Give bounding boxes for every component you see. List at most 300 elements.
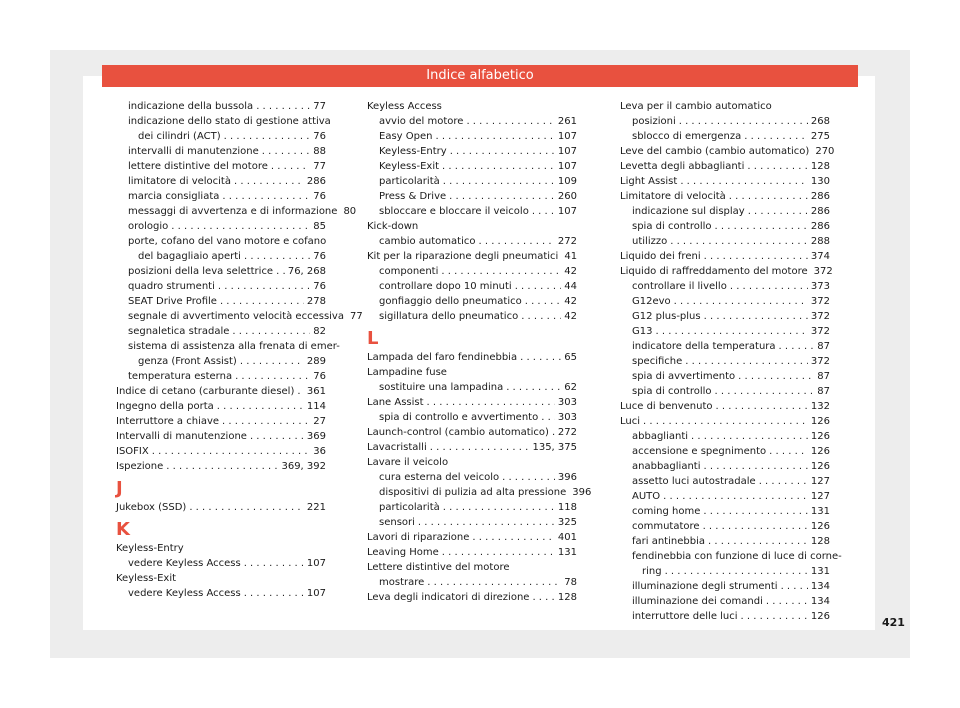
dot-leader [715,219,808,234]
entry-term: Leva degli indicatori di direzione [367,592,530,603]
dot-leader [541,410,555,425]
dot-leader [552,425,555,440]
entry-term: dispositivi di pulizia ad alta pressione [379,487,567,498]
page-title: Indice alfabetico [102,65,858,87]
index-entry [620,444,830,459]
dot-leader [747,159,808,174]
entry-page-ref[interactable]: 372 [810,296,830,307]
index-entry [620,159,830,174]
dot-leader [240,354,304,369]
entry-term: indicazione della bussola [128,101,254,112]
entry-term: marcia consigliata [128,191,220,202]
dot-leader [704,309,808,324]
entry-page-ref[interactable]: 76 [313,371,326,382]
dot-leader [276,264,285,279]
index-entry [116,159,326,174]
entry-page-ref[interactable]: 76, 268 [287,266,326,277]
entry-page-ref[interactable]: 303 [557,412,577,423]
entry-term: G12evo [632,296,671,307]
dot-leader [217,399,304,414]
entry-page-ref[interactable]: 128 [810,536,830,547]
index-entry [367,204,577,219]
index-entry [367,380,577,395]
index-entry [116,114,331,129]
entry-page-ref[interactable]: 261 [557,116,577,127]
entry-term: accensione e spegnimento [632,446,767,457]
entry-page-ref[interactable]: 260 [557,191,577,202]
entry-term: quadro strumenti [128,281,215,292]
index-entry [116,204,357,219]
entry-page-ref[interactable]: 76 [313,191,326,202]
entry-page-ref[interactable]: 369, 392 [281,461,326,472]
dot-leader [232,324,310,339]
index-column-1 [116,99,363,601]
section-letter: L [367,328,379,349]
index-entry [367,395,577,410]
dot-leader [679,114,808,129]
dot-leader [779,339,815,354]
entry-term: fendinebbia con funzione di luce di corne- [632,551,842,562]
entry-page-ref[interactable]: 80 [343,206,357,217]
entry-page-ref[interactable]: 286 [306,176,326,187]
dot-leader [152,444,311,459]
entry-page-ref[interactable]: 303 [557,397,577,408]
dot-leader [222,189,310,204]
entry-term: Liquido dei freni [620,251,701,262]
dot-leader [744,129,808,144]
entry-page-ref[interactable]: 396 [557,472,577,483]
index-entry [620,99,830,114]
entry-page-ref[interactable]: 42 [564,311,577,322]
entry-term: Leve del cambio (cambio automatico) [620,146,810,157]
index-entry [620,234,830,249]
dot-leader [704,249,808,264]
entry-term: posizioni [632,116,676,127]
dot-leader [244,556,304,571]
index-entry [116,99,326,114]
index-entry [367,485,592,500]
entry-page-ref[interactable]: 76 [313,251,326,262]
dot-leader [256,99,310,114]
index-entry [620,579,830,594]
entry-page-ref[interactable]: 396 [572,487,592,498]
dot-leader [643,414,808,429]
entry-term: Lampadine fuse [367,367,447,378]
entry-term: cambio automatico [379,236,476,247]
dot-leader [262,144,311,159]
entry-page-ref[interactable]: 88 [313,146,326,157]
entry-term: abbaglianti [632,431,689,442]
entry-term: Lettere distintive del motore [367,562,510,573]
entry-term: Keyless-Exit [379,161,440,172]
dot-leader [250,429,304,444]
entry-page-ref[interactable]: 270 [815,146,835,157]
index-entry [620,294,830,309]
entry-term: particolarità [379,176,440,187]
entry-page-ref[interactable]: 109 [557,176,577,187]
entry-page-ref[interactable]: 372 [810,311,830,322]
entry-page-ref[interactable]: 87 [817,341,830,352]
entry-page-ref[interactable]: 85 [313,221,326,232]
entry-page-ref[interactable]: 126 [810,431,830,442]
index-entry [620,249,830,264]
dot-leader [730,279,808,294]
entry-page-ref[interactable]: 373 [810,281,830,292]
entry-term: spia di avvertimento [632,371,736,382]
dot-leader [443,500,555,515]
dot-leader [224,129,311,144]
entry-term: Keyless-Entry [116,543,184,554]
entry-page-ref[interactable]: 132 [810,401,830,412]
dot-leader [759,474,808,489]
index-entry [620,324,830,339]
entry-term: del bagagliaio aperti [138,251,241,262]
dot-leader [532,204,555,219]
index-entry [116,459,326,474]
entry-page-ref[interactable]: 275 [810,131,830,142]
entry-page-ref[interactable]: 76 [313,131,326,142]
entry-term: Press & Drive [379,191,447,202]
entry-page-ref[interactable]: 107 [306,558,326,569]
entry-term: particolarità [379,502,440,513]
index-entry [367,425,577,440]
dot-leader [235,369,310,384]
entry-page-ref[interactable]: 134 [810,581,830,592]
entry-page-ref[interactable]: 118 [557,502,577,513]
index-entry [367,279,577,294]
index-entry [367,234,577,249]
entry-term: limitatore di velocità [128,176,231,187]
index-entry [367,309,577,324]
index-entry [116,249,326,264]
index-entry [367,410,577,425]
entry-term: porte, cofano del vano motore e cofano [128,236,327,247]
entry-page-ref[interactable]: 76 [313,281,326,292]
entry-term: illuminazione dei comandi [632,596,763,607]
dot-leader [222,414,310,429]
index-entry [620,414,830,429]
entry-page-ref[interactable]: 65 [564,352,577,363]
entry-term: Easy Open [379,131,433,142]
entry-page-ref[interactable]: 42 [564,296,577,307]
entry-page-ref[interactable]: 107 [557,206,577,217]
entry-page-ref[interactable]: 288 [810,236,830,247]
index-entry [620,489,830,504]
entry-term: indicatore della temperatura [632,341,776,352]
entry-term: anabbaglianti [632,461,701,472]
entry-page-ref[interactable]: 325 [557,517,577,528]
entry-term: Luce di benvenuto [620,401,713,412]
dot-leader [685,354,808,369]
entry-page-ref[interactable]: 278 [306,296,326,307]
index-entry [367,264,577,279]
index-entry [116,571,326,586]
entry-term: spia di controllo [632,386,712,397]
page-number: 421 [882,616,905,629]
index-entry [367,129,577,144]
dot-leader [781,579,808,594]
index-entry [620,594,830,609]
dot-leader [418,515,555,530]
index-entry [367,530,577,545]
entry-page-ref[interactable]: 131 [557,547,577,558]
index-entry [367,560,577,575]
index-column-3 [620,99,842,624]
entry-page-ref[interactable]: 128 [557,592,577,603]
entry-term: orologio [128,221,169,232]
entry-page-ref[interactable]: 221 [306,502,326,513]
entry-page-ref[interactable]: 107 [557,161,577,172]
index-entry [116,219,326,234]
index-entry [620,549,842,564]
entry-term: controllare dopo 10 minuti [379,281,512,292]
entry-term: cura esterna del veicolo [379,472,500,483]
entry-page-ref[interactable]: 361 [306,386,326,397]
dot-leader [663,489,808,504]
dot-leader [435,129,554,144]
index-entry [620,309,830,324]
dot-leader [655,324,807,339]
dot-leader [741,609,808,624]
entry-page-ref[interactable]: 128 [810,161,830,172]
entry-page-ref[interactable]: 78 [564,577,577,588]
index-entry [620,189,830,204]
entry-page-ref[interactable]: 286 [810,206,830,217]
dot-leader [766,594,808,609]
dot-leader [441,264,561,279]
entry-page-ref[interactable]: 134 [810,596,830,607]
dot-leader [525,294,562,309]
entry-page-ref[interactable]: 36 [313,446,326,457]
entry-page-ref[interactable]: 130 [810,176,830,187]
index-entry [116,399,326,414]
index-entry [620,474,830,489]
entry-term: Lampada del faro fendinebbia [367,352,518,363]
dot-leader [769,444,808,459]
index-entry [620,429,830,444]
entry-page-ref[interactable]: 77 [313,101,326,112]
entry-term: interruttore delle luci [632,611,738,622]
index-entry [620,219,830,234]
entry-term: Lavacristalli [367,442,427,453]
index-entry [116,429,326,444]
entry-page-ref[interactable]: 44 [564,281,577,292]
dot-leader [670,234,808,249]
index-entry [116,144,326,159]
dot-leader [703,504,808,519]
dot-leader [521,309,561,324]
entry-page-ref[interactable]: 107 [306,588,326,599]
dot-leader [716,399,808,414]
entry-term: Lavori di riparazione [367,532,470,543]
index-entry [367,440,577,455]
entry-page-ref[interactable]: 62 [564,382,577,393]
dot-leader [427,395,555,410]
index-entry [620,174,830,189]
entry-term: lettere distintive del motore [128,161,268,172]
index-entry [620,534,830,549]
entry-term: Keyless-Entry [379,146,447,157]
entry-page-ref[interactable]: 268 [810,116,830,127]
index-entry [367,455,577,470]
index-entry [620,264,833,279]
entry-page-ref[interactable]: 42 [564,266,577,277]
dot-leader [449,189,555,204]
entry-page-ref[interactable]: 272 [557,236,577,247]
entry-page-ref[interactable]: 87 [817,386,830,397]
entry-term: Jukebox (SSD) [116,502,187,513]
entry-page-ref[interactable]: 289 [306,356,326,367]
entry-term: AUTO [632,491,661,502]
index-entry [620,564,830,579]
dot-leader [220,294,304,309]
dot-leader [715,384,815,399]
entry-term: gonfiaggio dello pneumatico [379,296,522,307]
index-entry [116,414,326,429]
entry-page-ref[interactable]: 107 [557,146,577,157]
entry-page-ref[interactable]: 107 [557,131,577,142]
index-entry [116,189,326,204]
entry-page-ref[interactable]: 131 [810,506,830,517]
entry-term: vedere Keyless Access [128,588,241,599]
entry-page-ref[interactable]: 126 [810,521,830,532]
entry-term: G12 plus-plus [632,311,701,322]
entry-term: segnaletica stradale [128,326,230,337]
entry-term: indicazione sul display [632,206,745,217]
index-entry [620,459,830,474]
entry-term: sbloccare e bloccare il veicolo [379,206,529,217]
entry-page-ref[interactable]: 131 [810,566,830,577]
section-letter: K [116,519,130,540]
index-entry [620,339,830,354]
index-entry [367,114,577,129]
entry-page-ref[interactable]: 372 [810,356,830,367]
entry-page-ref[interactable]: 126 [810,446,830,457]
index-entry [116,234,326,249]
entry-page-ref[interactable]: 286 [810,191,830,202]
dot-leader [166,459,278,474]
entry-term: Keyless Access [367,101,442,112]
entry-term: posizioni della leva selettrice [128,266,274,277]
entry-page-ref[interactable]: 135, 375 [532,442,577,453]
index-entry [116,174,326,189]
index-entry [367,590,577,605]
dot-leader [234,174,304,189]
entry-term: Intervalli di manutenzione [116,431,247,442]
dot-leader [442,159,555,174]
index-entry [620,384,830,399]
entry-page-ref[interactable]: 126 [810,416,830,427]
entry-page-ref[interactable]: 127 [810,476,830,487]
entry-term: Launch-control (cambio automatico) [367,427,549,438]
entry-page-ref[interactable]: 27 [313,416,326,427]
entry-page-ref[interactable]: 126 [810,461,830,472]
index-entry [367,350,577,365]
entry-page-ref[interactable]: 77 [313,161,326,172]
entry-term: sigillatura dello pneumatico [379,311,519,322]
entry-term: illuminazione degli strumenti [632,581,778,592]
entry-term: Kick-down [367,221,419,232]
entry-term: Luci [620,416,641,427]
dot-leader [472,530,555,545]
dot-leader [691,429,808,444]
entry-term: Keyless-Exit [116,573,177,584]
entry-page-ref[interactable]: 374 [810,251,830,262]
entry-page-ref[interactable]: 114 [306,401,326,412]
entry-term: Indice di cetano (carburante diesel) [116,386,295,397]
index-entry [116,309,363,324]
entry-term: Light Assist [620,176,678,187]
dot-leader [218,279,310,294]
entry-page-ref[interactable]: 41 [564,251,578,262]
dot-leader [704,459,808,474]
dot-leader [478,234,554,249]
dot-leader [443,174,555,189]
index-entry [116,294,326,309]
dot-leader [674,294,808,309]
index-entry [367,294,577,309]
dot-leader [244,249,310,264]
entry-page-ref[interactable]: 372 [813,266,833,277]
index-entry [116,444,326,459]
entry-page-ref[interactable]: 369 [306,431,326,442]
dot-leader [502,470,555,485]
dot-leader [171,219,310,234]
entry-term: coming home [632,506,701,517]
entry-page-ref[interactable]: 286 [810,221,830,232]
dot-leader [665,564,808,579]
entry-page-ref[interactable]: 272 [557,427,577,438]
dot-leader [427,575,561,590]
entry-page-ref[interactable]: 372 [810,326,830,337]
entry-page-ref[interactable]: 401 [557,532,577,543]
entry-term: spia di controllo e avvertimento [379,412,539,423]
index-entry [116,500,326,515]
entry-page-ref[interactable]: 87 [817,371,830,382]
entry-term: messaggi di avvertenza e di informazione [128,206,338,217]
dot-leader [442,545,555,560]
dot-leader [189,500,304,515]
dot-leader [466,114,554,129]
index-entry [367,159,577,174]
index-entry [367,144,577,159]
dot-leader [520,350,561,365]
index-entry [620,354,830,369]
index-entry [367,189,577,204]
index-entry [367,515,577,530]
index-entry [620,399,830,414]
entry-page-ref[interactable]: 77 [349,311,363,322]
entry-term: Ingegno della porta [116,401,214,412]
dot-leader [450,144,555,159]
index-entry [116,354,326,369]
entry-page-ref[interactable]: 82 [313,326,326,337]
index-entry [620,144,835,159]
entry-page-ref[interactable]: 127 [810,491,830,502]
entry-term: Lane Assist [367,397,424,408]
dot-leader [271,159,310,174]
entry-page-ref[interactable]: 126 [810,611,830,622]
index-entry [620,204,830,219]
index-entry [116,279,326,294]
entry-term: Liquido di raffreddamento del motore [620,266,808,277]
index-entry [620,609,830,624]
entry-term: fari antinebbia [632,536,705,547]
index-entry [620,369,830,384]
index-entry [620,504,830,519]
index-entry [116,556,326,571]
entry-term: assetto luci autostradale [632,476,756,487]
